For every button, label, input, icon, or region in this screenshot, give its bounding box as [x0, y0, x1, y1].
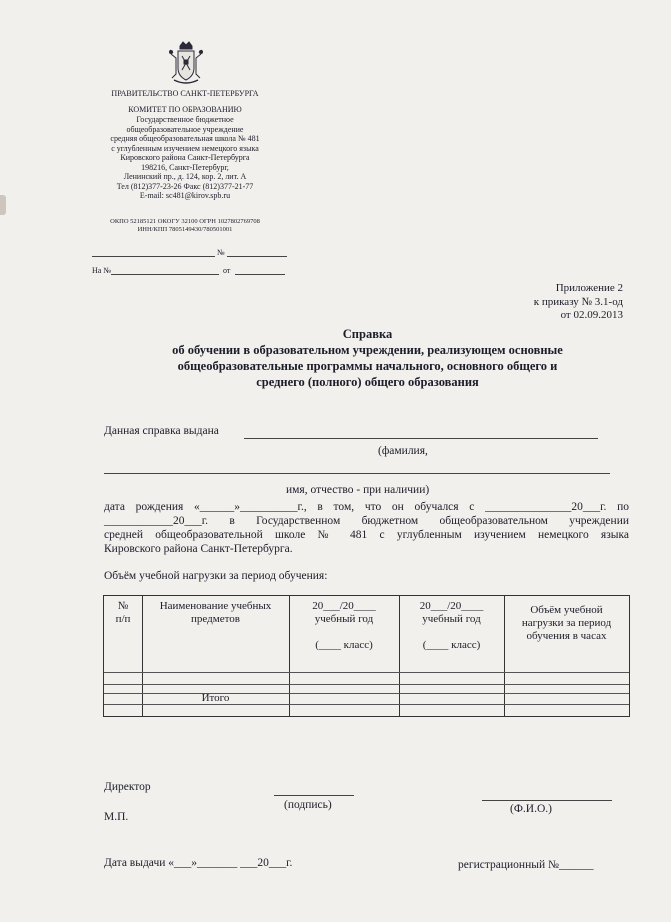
org-codes-1: ОКПО 52185121 ОКОГУ 32100 ОГРН 1027802769708 — [110, 218, 260, 225]
surname-hint: (фамилия, — [378, 445, 428, 457]
load-label: Объём учебной нагрузки за период обучения: — [104, 570, 328, 582]
reference-number-line — [111, 274, 219, 275]
appendix-line-3: от 02.09.2013 — [560, 309, 623, 321]
col-total-hours-header: Объём учебной нагрузки за период обучения в часах — [521, 604, 612, 642]
government-name: ПРАВИТЕЛЬСТВО САНКТ-ПЕТЕРБУРГА — [111, 89, 259, 98]
document-title — [100, 326, 635, 390]
body-text — [104, 500, 629, 556]
coat-of-arms-icon — [166, 40, 206, 86]
col-number-header: № п/п — [115, 600, 131, 625]
study-line: ____________20___г. в Государственном бюджетном общеобразовательном учреждении — [104, 515, 629, 527]
org-email: E-mail: sc481@kirov.spb.ru — [139, 191, 231, 200]
col-year-2-header: 20___/20____ учебный год (____ класс) — [419, 600, 484, 651]
reference-number-label: На № — [92, 266, 111, 275]
fio-line — [482, 800, 612, 801]
registration-number: регистрационный №______ — [458, 859, 594, 871]
birth-line: дата рождения «______»__________г., в том, что он обучался с _______________20___г. по — [104, 501, 629, 513]
total-row-label: Итого — [201, 692, 230, 704]
name-line — [104, 473, 610, 474]
appendix-line-1: Приложение 2 — [555, 282, 623, 294]
issue-date: Дата выдачи «___»_______ ___20___г. — [104, 857, 293, 869]
committee-name: КОМИТЕТ ПО ОБРАЗОВАНИЮ — [128, 105, 242, 114]
issued-to-label: Данная справка выдана — [104, 425, 219, 437]
outgoing-date-line — [92, 256, 215, 257]
study-load-table — [103, 595, 630, 717]
org-codes-2: ИНН/КПП 7805149430/780501001 — [137, 226, 233, 233]
surname-line — [244, 438, 598, 439]
fio-hint: (Ф.И.О.) — [510, 803, 552, 815]
signature-line — [274, 795, 354, 796]
outgoing-number-line — [227, 256, 287, 257]
title-line-2: об обучении в образовательном учреждении, реализующем основные — [172, 343, 563, 357]
district-line: Кировского района Санкт-Петербурга. — [104, 543, 293, 555]
col-year-1-header: 20___/20____ учебный год (____ класс) — [312, 600, 376, 651]
school-line: средней общеобразовательной школе № 481 с углубленным изучением немецкого языка — [104, 529, 629, 541]
appendix-block — [534, 282, 623, 323]
organization-details: Государственное бюджетное общеобразовательное учреждение средняя общеобразовательная школа № 481 с углубленным изучением немецкого языка Кировского района Санкт-Петербурга 198216, Санкт-Петербург, Ленинский пр., д. 124, кор. 2, лит. А Тел (812)377-23-26 Факс (812)377-21-77 E-mail: sc481@kirov.spb.ru — [60, 115, 310, 201]
col-subjects-header: Наименование учебных предметов — [159, 600, 272, 625]
scan-edge-mark — [0, 195, 6, 215]
reference-date-label: от — [223, 266, 231, 275]
stamp-label: М.П. — [104, 811, 129, 823]
signature-hint: (подпись) — [284, 799, 332, 811]
reference-date-line — [235, 274, 285, 275]
name-hint: имя, отчество - при наличии) — [286, 484, 430, 496]
appendix-line-2: к приказу № 3.1-од — [533, 295, 623, 308]
title-line-3: общеобразовательные программы начального, основного общего и — [177, 359, 558, 373]
director-label: Директор — [104, 781, 151, 793]
title-line-4: среднего (полного) общего образования — [256, 375, 479, 389]
number-label: № — [217, 248, 225, 257]
title-line-1: Справка — [342, 327, 393, 341]
